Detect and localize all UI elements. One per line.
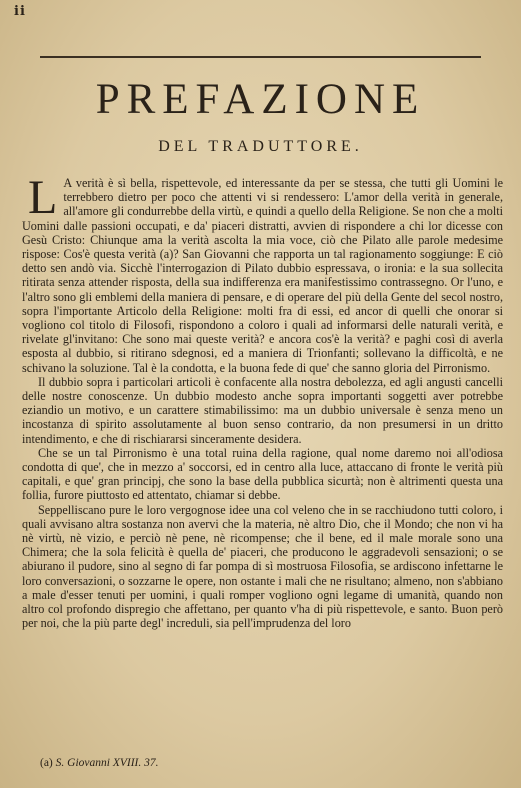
body-text (22, 171, 503, 631)
page-subtitle: DEL TRADUTTORE. (158, 138, 363, 155)
paragraph-text: A verità è sì bella, rispettevole, ed interessante da per se stessa, che tutti gli Uomini le terrebbero dietro per poco che attenti vi si rendessero: L'amor della verità in generale, all'amore gli condurrebbe della virtù, e quindi a quello della Religione. Se non che a molti Uomini dalle passioni occupati, e da' piaceri distratti, avvien di rispondere a chi lor dicesse con Gesù Cristo: Chiunque ama la verità ascolta la mia voce, ciò che Pilato alle parole medesime rispose: Cos'è questa verità (a)? San Giovanni che rapporta un tal ragionamento soggiunge: E ciò detto sen andò via. Sicchè l'interrogazion di Pilato dubbio espressava, o ironia: e la sua sollecita ritirata senza attender risposta, della sua indifferenza era manifestissimo contrassegno. Or l'uno, e l'altro sono gli emblemi della maniera di pensare, e di operare del più della Gente del secol nostro, sopra l'importante Articolo della Religione: molti fra di essi, ed ancor di quelli che onorar si vogliono col titolo di Filosofi, rispondono a coloro i quali ad informarsi delle naturali verità, e rivelate gl'invitano: Che sono mai queste verità? e ancora cos'è la verità? e paghi così di averla esposta al dubbio, si ritirano sdegnosi, ed a maniera di Trionfanti; sollevano la difficoltà, e ne schivano la soluzione. Tal è la condotta, e la buona fede di que' che sanno gloria del Pirronismo. (22, 176, 503, 375)
paragraph-4: Seppelliscano pure le loro vergognose idee una col veleno che in se racchiudono tutti coloro, i quali avvisano altra sostanza non avervi che la materia, nè altro Dio, che il Mondo; che non vi ha nè virtù, nè vizio, e perciò nè pene, nè ricompense; che il bene, ed il male morale sono una Chimera; che la sola felicità è quella de' piaceri, che producono le aggradevoli sensazioni; o se abiurano il pudore, sino al segno di far pompa di sì mostruosa Filosofia, se ardiscono infettarne le loro conversazioni, o sozzarne le opere, non ostante i mali che ne risultano; almeno, non s'abbiano a male d'esser tenuti per uomini, i quali romper vogliono ogni legame di umanità, quando non altro col profondo dispregio che affettano, per quanto v'ha di più rispettevole, e santo. Buon però per noi, che la più parte degl' increduli, sia pell'imprudenza del loro (22, 502, 503, 631)
page-title: PREFAZIONE (95, 76, 426, 123)
footnote (40, 757, 158, 769)
drop-cap: L (28, 171, 58, 224)
footnote-label: (a) (40, 757, 53, 769)
footnote-text: S. Giovanni XVIII. 37. (55, 757, 159, 769)
paragraph-3: Che se un tal Pirronismo è una total ruina della ragione, qual nome daremo noi all'odiosa condotta di que', che in mezzo a' soccorsi, ed in centro alla luce, attaccano di fronte le verità più capitali, e que' gran principj, che sono la base della pubblica sicurtà; non è altrimenti questa una follia, furore piuttosto ed attentato, chiamar si debbe. (22, 445, 503, 503)
header-rule (40, 56, 481, 58)
paragraph-2: Il dubbio sopra i particolari articoli è confacente alla nostra debolezza, ed agli angusti cancelli delle nostre conoscenze. Un dubbio modesto anche sopra importanti soggetti aver potrebbe eziandio un motivo, e un carattere stimabilissimo: ma un dubbio universale è senza meno un incostanza di spirito assolutamente al buon senso contrario, da non presumersi in un dritto intendimento, e che di rischiararsi sinceramente desidera. (22, 374, 503, 446)
page-number: ii (14, 4, 26, 19)
paragraph-1 (22, 171, 503, 375)
